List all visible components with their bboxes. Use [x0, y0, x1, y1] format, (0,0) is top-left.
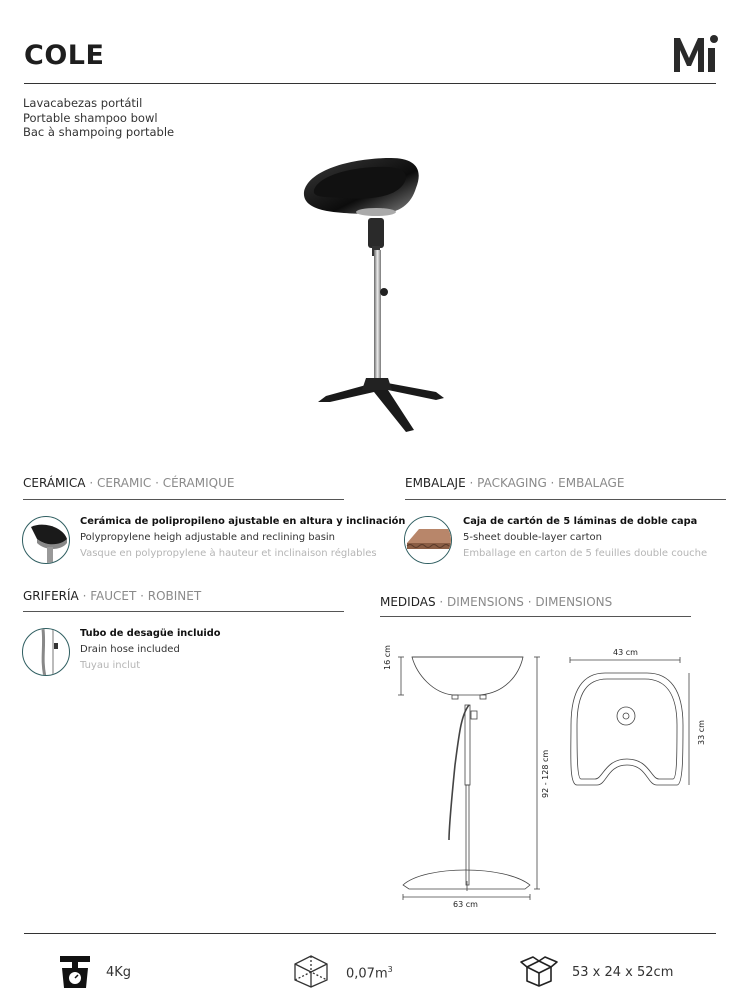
weight-value: 4Kg — [106, 965, 132, 980]
cardboard-icon — [405, 517, 452, 564]
header-divider — [24, 83, 716, 84]
top-view-drawing — [565, 655, 690, 795]
box-dimensions-value: 53 x 24 x 52cm — [572, 965, 674, 980]
ceramica-line-fr: Vasque en polypropylene à hauteur et inclinaison réglables — [80, 548, 377, 559]
section-ceramica-rule — [23, 499, 344, 500]
ceramica-subtitle: CERAMIC · CÉRAMIQUE — [96, 476, 235, 490]
section-medidas-rule — [380, 616, 691, 617]
section-griferia-rule — [23, 611, 344, 612]
volume-exponent: 3 — [387, 965, 393, 974]
griferia-line-fr: Tuyau inclut — [80, 660, 141, 671]
dim-top-depth: 33 cm — [697, 720, 706, 745]
griferia-line-en: Drain hose included — [80, 644, 180, 655]
product-photo — [296, 150, 456, 435]
dim-bowl-depth: 16 cm — [383, 645, 392, 670]
griferia-description — [80, 626, 221, 674]
dim-height: 92 - 128 cm — [541, 749, 550, 798]
embalaje-thumbnail — [404, 516, 452, 564]
section-griferia-heading: GRIFERÍA · FAUCET · ROBINET — [23, 589, 202, 603]
section-embalaje-heading: EMBALAJE · PACKAGING · EMBALAGE — [405, 476, 625, 490]
griferia-subtitle: FAUCET · ROBINET — [90, 589, 202, 603]
volume-number: 0,07m — [346, 966, 388, 982]
volume-value — [346, 965, 393, 981]
scale-icon — [58, 954, 92, 990]
ceramica-line-en: Polypropylene heigh adjustable and reclining basin — [80, 532, 336, 543]
hose-icon — [23, 629, 70, 676]
ceramica-title: CERÁMICA — [23, 476, 86, 490]
footer-divider — [24, 933, 716, 934]
griferia-title: GRIFERÍA — [23, 589, 79, 603]
embalaje-line-en: 5-sheet double-layer carton — [463, 532, 602, 543]
embalaje-line-es: Caja de cartón de 5 láminas de doble capa — [463, 516, 698, 527]
dim-top-width: 43 cm — [613, 648, 638, 657]
subtitle-en: Portable shampoo bowl — [23, 110, 158, 125]
griferia-thumbnail — [22, 628, 70, 676]
embalaje-title: EMBALAJE — [405, 476, 466, 490]
griferia-line-es: Tubo de desagüe incluido — [80, 628, 221, 639]
box-icon — [519, 955, 559, 987]
ceramica-thumbnail — [22, 516, 70, 564]
embalaje-description — [463, 514, 707, 562]
ceramica-description — [80, 514, 405, 562]
product-subtitles — [23, 96, 174, 140]
side-view-drawing — [385, 645, 550, 910]
section-medidas-heading: MEDIDAS · DIMENSIONS · DIMENSIONS — [380, 595, 613, 609]
subtitle-es: Lavacabezas portátil — [23, 96, 143, 110]
medidas-title: MEDIDAS — [380, 595, 436, 609]
dim-base-width: 63 cm — [453, 900, 478, 909]
subtitle-fr: Bac à shampoing portable — [23, 125, 175, 139]
section-ceramica-heading: CERÁMICA · CERAMIC · CÉRAMIQUE — [23, 476, 235, 490]
medidas-subtitle: DIMENSIONS · DIMENSIONS — [447, 595, 613, 609]
brand-logo — [672, 32, 722, 74]
page-title: COLE — [24, 40, 105, 71]
ceramica-line-es: Cerámica de polipropileno ajustable en altura y inclinación — [80, 516, 406, 527]
embalaje-subtitle: PACKAGING · EMBALAGE — [477, 476, 625, 490]
basin-icon — [23, 517, 70, 564]
cube-icon — [293, 954, 329, 988]
embalaje-line-fr: Emballage en carton de 5 feuilles double couche — [463, 548, 708, 559]
section-embalaje-rule — [405, 499, 726, 500]
